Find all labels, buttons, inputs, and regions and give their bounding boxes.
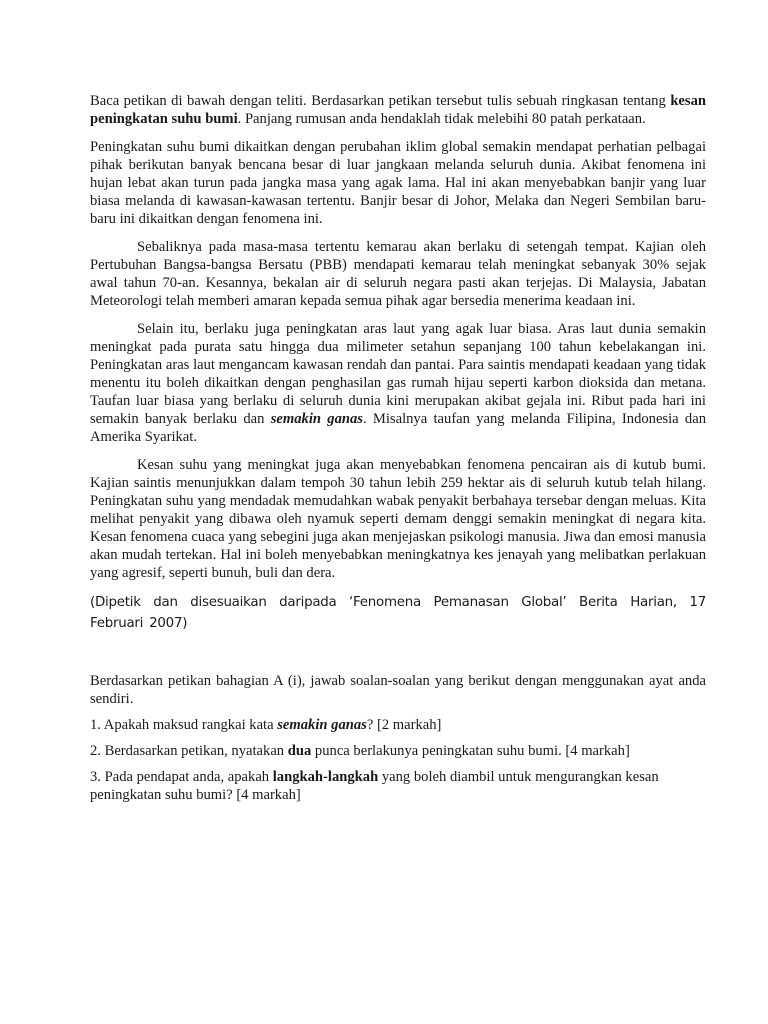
passage-paragraph-4: Kesan suhu yang meningkat juga akan menyebabkan fenomena pencairan ais di kutub bumi. Kajian saintis menunjukkan dalam tempoh 30 tahun lebih 259 hektar ais di seluruh kutub telah hilang. Peningkatan suhu yang mendadak memudahkan wabak penyakit berbahaya tersebar dengan meluas. Kita melihat penyakit yang dibawa oleh nyamuk seperti demam denggi semakin meningkat di negara kita. Kesan fenomena cuaca yang sebegini juga akan menjejaskan psikologi manusia. Jiwa dan emosi manusia akan mudah tertekan. Hal ini boleh menyebabkan meningkatnya kes jenayah yang melibatkan perlakuan yang agresif, seperti bunuh, buli dan dera. xyxy=(90,457,706,581)
instruction-limit: . Panjang rumusan anda hendaklah tidak melebihi 80 patah perkataan. xyxy=(237,111,646,127)
instruction-paragraph xyxy=(90,92,706,128)
passage-paragraph-3-text: Selain itu, berlaku juga peningkatan aras laut yang agak luar biasa. Aras laut dunia semakin meningkat pada purata satu hingga dua milimeter setahun sepanjang 100 tahun kebelakangan ini. Peningkatan aras laut mengancam kawasan rendah dan pantai. Para saintis mendapati keadaan yang tidak menentu itu boleh dikaitkan dengan penghasilan gas rumah hijau seperti karbon dioksida dan metana. Taufan luar biasa yang berlaku di seluruh dunia kini merupakan akibat gejala ini. Ribut pada hari ini semakin banyak berlaku dan xyxy=(90,321,706,427)
question-2-bold: dua xyxy=(287,743,312,759)
question-3-marks: yang boleh diambil untuk mengurangkan kesan peningkatan suhu bumi? [4 markah] xyxy=(90,769,659,803)
question-2 xyxy=(90,742,706,760)
passage-paragraph-2: Sebaliknya pada masa-masa tertentu kemarau akan berlaku di setengah tempat. Kajian oleh Pertubuhan Bangsa-bangsa Bersatu (PBB) mendapati kemarau telah meningkat sebanyak 30% sejak awal tahun 70-an. Kesannya, bekalan air di seluruh negara pasti akan terjejas. Di Malaysia, Jabatan Meteorologi telah memberi amaran kepada semua pihak agar bersedia menerima keadaan ini. xyxy=(90,239,706,309)
question-3-bold: langkah-langkah xyxy=(272,769,379,785)
instruction-text: Baca petikan di bawah dengan teliti. Berdasarkan petikan tersebut tulis sebuah ringkasan tentang xyxy=(90,93,671,109)
passage-paragraph-1: Peningkatan suhu bumi dikaitkan dengan perubahan iklim global semakin mendapat perhatian pelbagai pihak berikutan banyak bencana besar di luar jangkaan melanda seluruh dunia. Akibat fenomena ini hujan lebat akan turun pada jangka masa yang agak lama. Hal ini akan menyebabkan banjir yang luar biasa melanda di kawasan-kawasan tertentu. Banjir besar di Johor, Melaka dan Negeri Sembilan baru-baru ini dikaitkan dengan fenomena ini. xyxy=(90,139,706,227)
question-3 xyxy=(90,768,706,804)
passage-paragraph-3 xyxy=(90,320,706,446)
question-1-marks: ? [2 markah] xyxy=(366,717,442,733)
document-page xyxy=(90,92,706,804)
instruction-topic: kesan peningkatan suhu bumi xyxy=(90,93,706,127)
source-citation: (Dipetik dan disesuaikan daripada ‘Fenomena Pemanasan Global’ Berita Harian, 17 Februari 2007) xyxy=(90,595,706,631)
question-3-text: 3. Pada pendapat anda, apakah xyxy=(90,769,273,785)
question-1 xyxy=(90,716,706,734)
question-1-text: 1. Apakah maksud rangkai kata xyxy=(90,717,278,733)
passage-paragraph-3-end: . Misalnya taufan yang melanda Filipina, Indonesia dan Amerika Syarikat. xyxy=(90,411,706,445)
questions-intro: Berdasarkan petikan bahagian A (i), jawab soalan-soalan yang berikut dengan menggunakan ayat anda sendiri. xyxy=(90,673,706,707)
emphasis-semakin-ganas: semakin ganas xyxy=(270,411,363,427)
question-2-marks: punca berlakunya peningkatan suhu bumi. [4 markah] xyxy=(311,743,630,759)
question-1-emphasis: semakin ganas xyxy=(277,717,367,733)
question-2-text: 2. Berdasarkan petikan, nyatakan xyxy=(90,743,288,759)
